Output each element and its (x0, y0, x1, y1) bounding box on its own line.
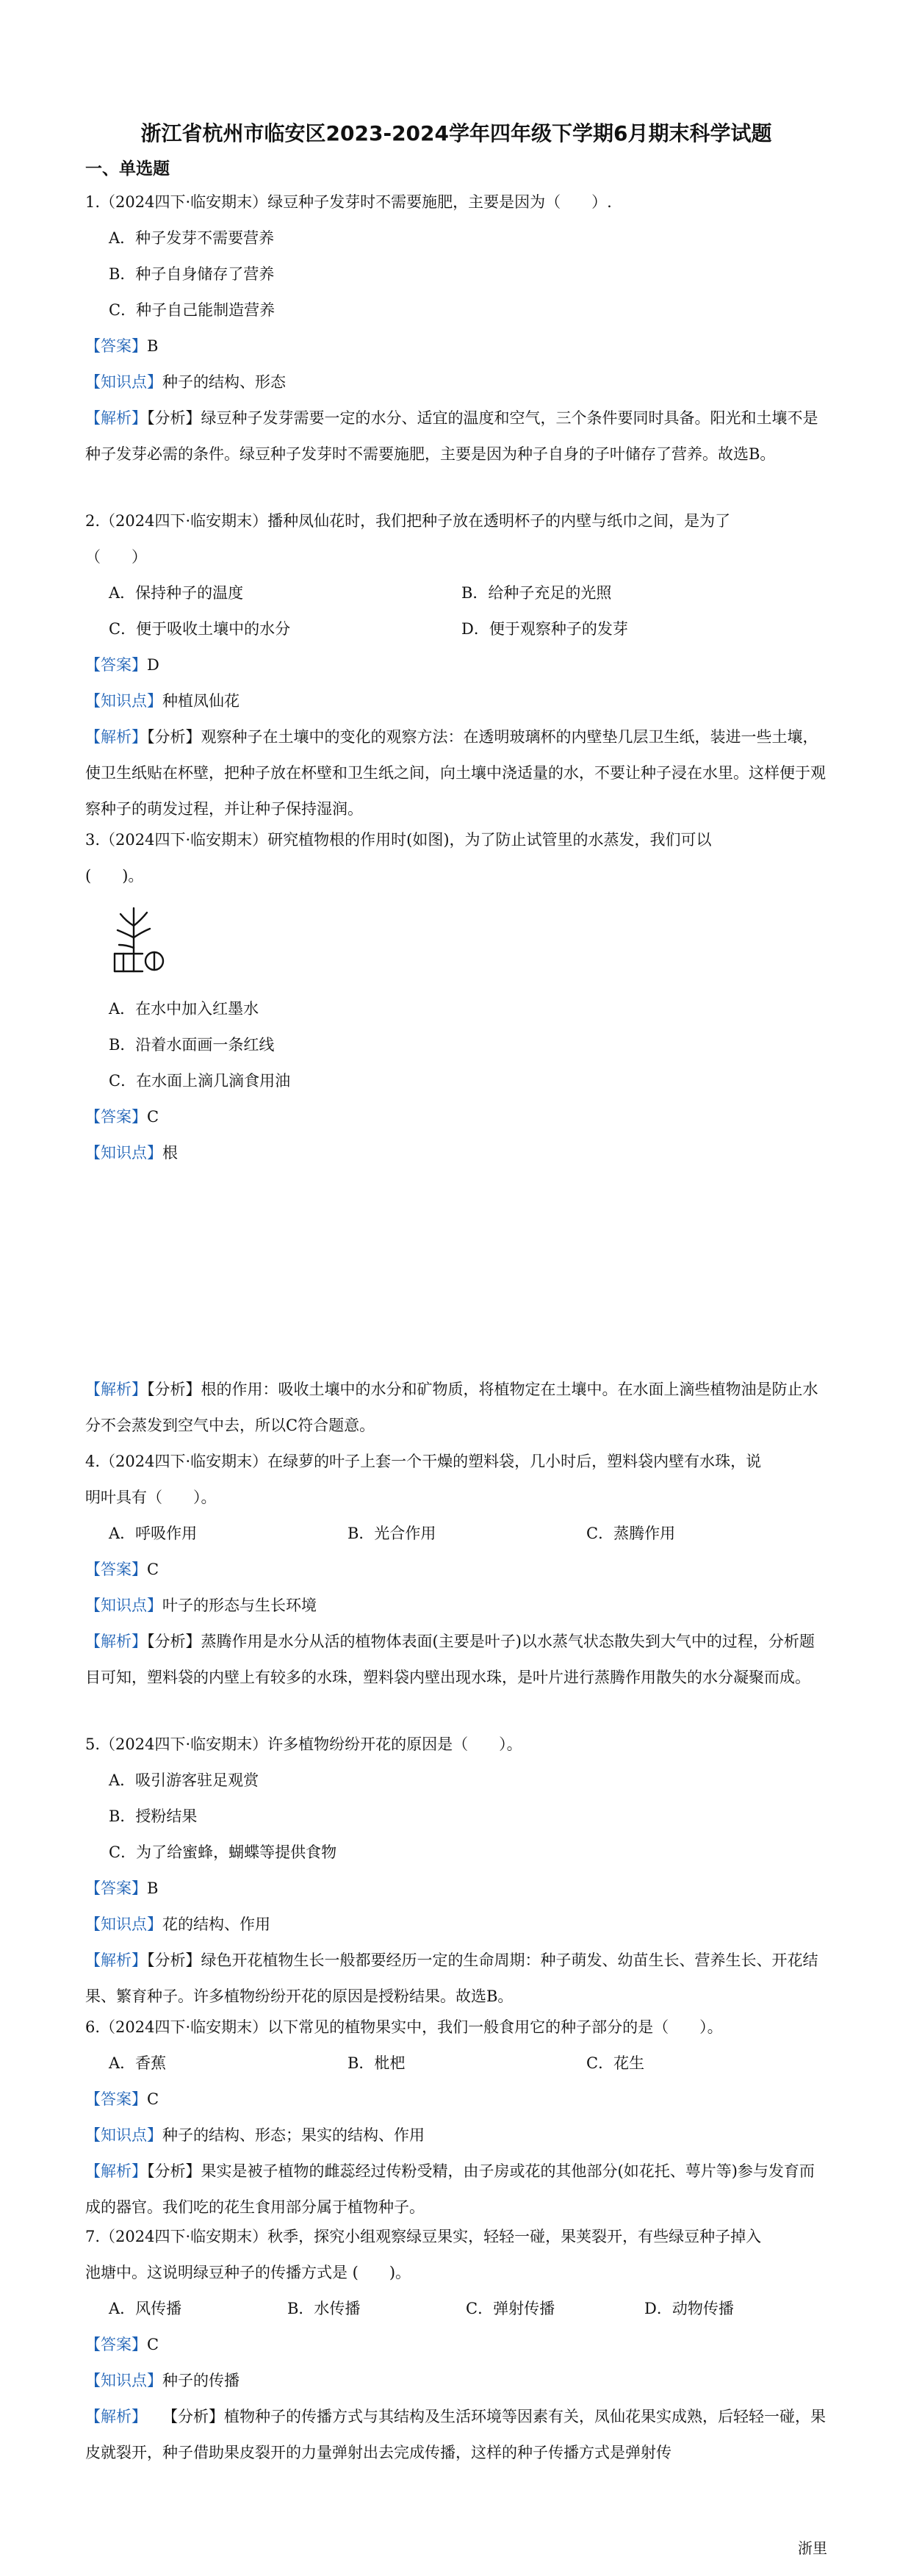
option-b: B．沿着水面画一条红线 (109, 1036, 275, 1054)
question-1 (85, 184, 827, 472)
question-stem-cont: 明叶具有（ ）。 (85, 1489, 217, 1506)
analysis-label: 【解析】 (85, 1633, 147, 1650)
option-c: C．蒸腾作用 (586, 1525, 676, 1542)
answer-label: 【答案】 (85, 1561, 147, 1578)
answer-label: 【答案】 (85, 656, 147, 674)
question-3 (85, 822, 827, 894)
answer-label: 【答案】 (85, 2336, 147, 2353)
option-a: A．呼吸作用 (109, 1525, 198, 1542)
answer-value: B (147, 337, 159, 355)
knowledge-line (85, 683, 827, 719)
answer-line (85, 647, 827, 683)
section-heading: 一、单选题 (85, 159, 170, 179)
analysis-paragraph (85, 1943, 827, 2015)
option-a: A．香蕉 (109, 2054, 167, 2072)
analysis-text: 绿豆种子发芽需要一定的水分、适宜的温度和空气，三个条件要同时具备。阳光和土壤不是种子发芽必需的条件。绿豆种子发芽时不需要施肥，主要是因为种子自身的子叶储存了营养。故选B。 (85, 409, 818, 463)
question-3-options (85, 991, 827, 1171)
option-b: B．授粉结果 (109, 1807, 198, 1825)
knowledge-value: 种植凤仙花 (162, 692, 240, 710)
question-6 (85, 2010, 827, 2226)
analysis-label: 【解析】 (85, 1951, 147, 1969)
option-b: B．枇杷 (348, 2054, 406, 2072)
options-row (85, 2046, 827, 2082)
analysis-label: 【解析】 (85, 409, 147, 427)
answer-label: 【答案】 (85, 337, 147, 355)
knowledge-value: 叶子的形态与生长环境 (162, 1597, 317, 1614)
option-c: C．便于吸收土壤中的水分 (109, 620, 291, 638)
fenxi-label: 【分析】 (147, 728, 201, 746)
knowledge-value: 根 (162, 1144, 178, 1162)
option-c: C．种子自己能制造营养 (109, 301, 276, 319)
knowledge-line (85, 1907, 827, 1943)
analysis-text: 蒸腾作用是水分从活的植物体表面(主要是叶子)以水蒸气状态散失到大气中的过程，分析题目可知，塑料袋的内壁上有较多的水珠，塑料袋内壁出现水珠，是叶片进行蒸腾作用散失的水分凝聚而成。 (85, 1633, 815, 1686)
option-c: C．在水面上滴几滴食用油 (109, 1072, 291, 1090)
analysis-label: 【解析】 (85, 728, 147, 746)
analysis-text: 绿色开花植物生长一般都要经历一定的生命周期：种子萌发、幼苗生长、营养生长、开花结果、繁育种子。许多植物纷纷开花的原因是授粉结果。故选B。 (85, 1951, 818, 2005)
option-a: A．在水中加入红墨水 (109, 1000, 259, 1018)
answer-value: C (147, 1561, 159, 1578)
analysis-paragraph (85, 2154, 827, 2226)
option-c: C．弹射传播 (466, 2300, 555, 2317)
question-7 (85, 2219, 827, 2471)
options-row (85, 2291, 827, 2327)
question-stem: 1.（2024四下·临安期末）绿豆种子发芽时不需要施肥，主要是因为（ ）. (85, 193, 612, 211)
answer-value: B (147, 1879, 159, 1897)
options-row (85, 575, 827, 611)
question-stem-cont: ( )。 (85, 867, 144, 885)
answer-value: C (147, 1108, 159, 1126)
analysis-text: 根的作用：吸收土壤中的水分和矿物质，将植物定在土壤中。在水面上滴些植物油是防止水分不会蒸发到空气中去，所以C符合题意。 (85, 1381, 818, 1434)
question-stem: 7.（2024四下·临安期末）秋季，探究小组观察绿豆果实，轻轻一碰，果荚裂开，有些绿豆种子掉入 (85, 2228, 762, 2245)
analysis-paragraph (85, 400, 827, 472)
knowledge-label: 【知识点】 (85, 692, 162, 710)
option-a: A．种子发芽不需要营养 (109, 229, 275, 247)
option-a: A．吸引游客驻足观赏 (109, 1771, 259, 1789)
option-b: B．种子自身储存了营养 (109, 265, 275, 283)
answer-label: 【答案】 (85, 1108, 147, 1126)
knowledge-line (85, 1588, 827, 1624)
option-b: B．水传播 (287, 2300, 361, 2317)
page-title: 浙江省杭州市临安区2023-2024学年四年级下学期6月期末科学试题 (140, 121, 772, 145)
analysis-text: 果实是被子植物的雌蕊经过传粉受精，由子房或花的其他部分(如花托、萼片等)参与发育而成的器官。我们吃的花生食用部分属于植物种子。 (85, 2162, 815, 2216)
knowledge-value: 花的结构、作用 (162, 1915, 270, 1933)
question-stem: 6.（2024四下·临安期末）以下常见的植物果实中，我们一般食用它的种子部分的是（ ）。 (85, 2018, 723, 2036)
question-stem: 2.（2024四下·临安期末）播种凤仙花时，我们把种子放在透明杯子的内壁与纸巾之间，是为了 (85, 512, 731, 530)
question-5 (85, 1727, 827, 2015)
question-stem: 5.（2024四下·临安期末）许多植物纷纷开花的原因是（ ）。 (85, 1735, 522, 1753)
knowledge-label: 【知识点】 (85, 1915, 162, 1933)
knowledge-value: 种子的传播 (162, 2372, 240, 2389)
fenxi-label: 【分析】 (147, 1951, 201, 1969)
answer-line (85, 1871, 827, 1907)
analysis-text: 【分析】植物种子的传播方式与其结构及生活环境等因素有关，凤仙花果实成熟，后轻轻一碰，果皮就裂开，种子借助果皮裂开的力量弹射出去完成传播，这样的种子传播方式是弹射传 (85, 2408, 826, 2461)
question-2 (85, 503, 827, 827)
analysis-paragraph (85, 2399, 827, 2471)
answer-value: D (147, 656, 159, 674)
fenxi-label: 【分析】 (147, 1381, 201, 1398)
analysis-label: 【解析】 (85, 1381, 147, 1398)
option-b: B．光合作用 (348, 1525, 436, 1542)
knowledge-value: 种子的结构、形态；果实的结构、作用 (162, 2126, 425, 2144)
question-3-analysis (85, 1372, 827, 1444)
knowledge-line (85, 364, 827, 400)
analysis-paragraph (85, 1624, 827, 1696)
option-b: B．给种子充足的光照 (461, 584, 612, 602)
question-stem: 4.（2024四下·临安期末）在绿萝的叶子上套一个干燥的塑料袋，几小时后，塑料袋内壁有水珠，说 (85, 1453, 762, 1470)
fenxi-label: 【分析】 (147, 1633, 201, 1650)
answer-line (85, 1552, 827, 1588)
page-footer: 浙里 (798, 2539, 827, 2557)
fenxi-label: 【分析】 (147, 409, 201, 427)
option-a: A．风传播 (109, 2300, 182, 2317)
analysis-paragraph (85, 1372, 827, 1444)
options-row (85, 1516, 827, 1552)
answer-line (85, 2327, 827, 2363)
analysis-label: 【解析】 (85, 2162, 147, 2180)
question-stem-cont: 池塘中。这说明绿豆种子的传播方式是 ( )。 (85, 2264, 411, 2281)
knowledge-label: 【知识点】 (85, 1597, 162, 1614)
option-c: C．为了给蜜蜂，蝴蝶等提供食物 (109, 1843, 337, 1861)
knowledge-label: 【知识点】 (85, 1144, 162, 1162)
knowledge-label: 【知识点】 (85, 2126, 162, 2144)
question-stem: 3.（2024四下·临安期末）研究植物根的作用时(如图)，为了防止试管里的水蒸发，我们可以 (85, 831, 712, 849)
answer-value: C (147, 2336, 159, 2353)
question-stem-cont: （ ） (85, 548, 147, 566)
answer-label: 【答案】 (85, 1879, 147, 1897)
answer-line (85, 1099, 827, 1135)
document-page (85, 0, 827, 2576)
options-row (85, 611, 827, 647)
option-d: D．动物传播 (644, 2300, 734, 2317)
option-d: D．便于观察种子的发芽 (461, 620, 628, 638)
analysis-paragraph (85, 719, 827, 827)
fenxi-label: 【分析】 (147, 2162, 201, 2180)
answer-label: 【答案】 (85, 2090, 147, 2108)
answer-value: C (147, 2090, 159, 2108)
plant-root-test-tube-figure (113, 904, 166, 976)
option-c: C．花生 (586, 2054, 645, 2072)
analysis-text: 观察种子在土壤中的变化的观察方法：在透明玻璃杯的内壁垫几层卫生纸，装进一些土壤，使卫生纸贴在杯壁，把种子放在杯壁和卫生纸之间，向土壤中浇适量的水，不要让种子浸在水里。这样便于观察种子的萌发过程，并让种子保持湿润。 (85, 728, 826, 818)
knowledge-label: 【知识点】 (85, 2372, 162, 2389)
knowledge-line (85, 2118, 827, 2154)
knowledge-value: 种子的结构、形态 (162, 373, 286, 391)
answer-line (85, 2082, 827, 2118)
analysis-label: 【解析】 (85, 2408, 140, 2425)
answer-line (85, 328, 827, 364)
knowledge-line (85, 1135, 827, 1171)
question-4 (85, 1444, 827, 1696)
knowledge-line (85, 2363, 827, 2399)
knowledge-label: 【知识点】 (85, 373, 162, 391)
option-a: A．保持种子的温度 (109, 584, 244, 602)
